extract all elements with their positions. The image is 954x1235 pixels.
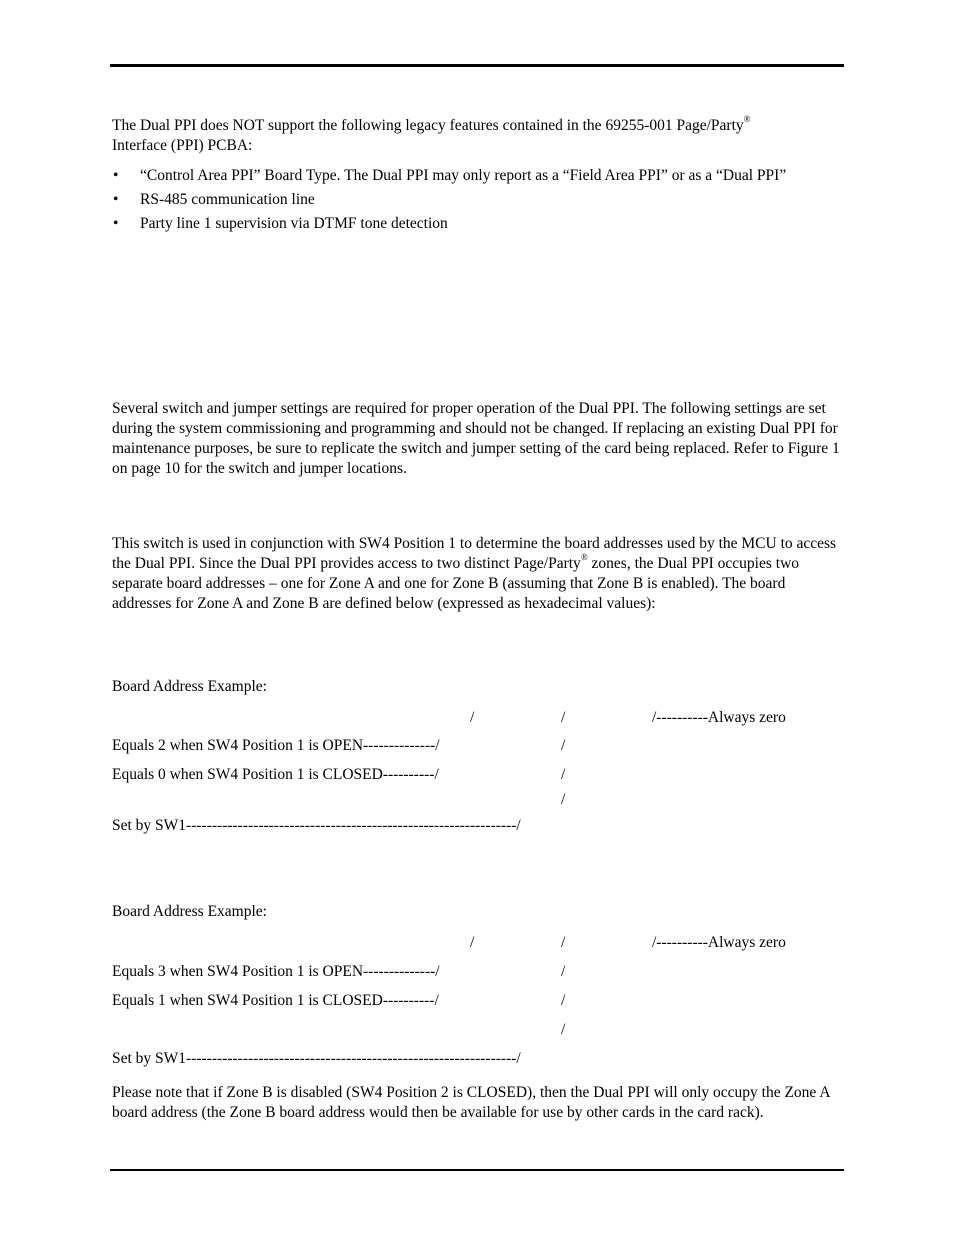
closed-label: Equals 1 when SW4 Position 1 is CLOSED----------/ bbox=[112, 992, 439, 1009]
always-zero-label: /----------Always zero bbox=[652, 934, 786, 951]
sw1-label: Set by SW1----------------------------------------------------------------/ bbox=[112, 1050, 521, 1067]
list-item: • “Control Area PPI” Board Type. The Dual PPI may only report as a “Field Area PPI” or as a “Dual PPI” bbox=[113, 167, 787, 184]
header-rule bbox=[110, 64, 844, 67]
bullet-icon: • bbox=[113, 191, 119, 208]
intro-text: The Dual PPI does NOT support the following legacy features contained in the 69255-001 Page/Party bbox=[112, 117, 744, 134]
zone-a-heading: Board Address Example: bbox=[112, 678, 267, 695]
sw1-label: Set by SW1----------------------------------------------------------------/ bbox=[112, 817, 521, 834]
list-item: • Party line 1 supervision via DTMF tone detection bbox=[113, 215, 448, 232]
zone-b-heading: Board Address Example: bbox=[112, 903, 267, 920]
list-item: • RS-485 communication line bbox=[113, 191, 315, 208]
switch-paragraph: This switch is used in conjunction with SW4 Position 1 to determine the board addresses used by the MCU to access the Dual PPI. Since the Dual PPI provides access to two distinct Page/Party® zones, the Dual PPI occupies two separate board addresses – one for Zone A and one for Zone B (assuming that Zone B is enabled). The board addresses for Zone A and Zone B are defined below (expressed as hexadecimal values): bbox=[112, 535, 837, 612]
settings-paragraph: Several switch and jumper settings are required for proper operation of the Dual PPI. The following settings are set during the system commissioning and programming and should not be changed. If replacing an existing Dual PPI for maintenance purposes, be sure to replicate the switch and jumper setting of the card being replaced. Refer to Figure 1 on page 10 for the switch and jumper locations. bbox=[112, 400, 840, 477]
note-paragraph: Please note that if Zone B is disabled (SW4 Position 2 is CLOSED), then the Dual PPI will only occupy the Zone A board address (the Zone B board address would then be available for use by other cards in the card rack). bbox=[112, 1084, 830, 1121]
closed-label: Equals 0 when SW4 Position 1 is CLOSED----------/ bbox=[112, 766, 439, 783]
open-label: Equals 3 when SW4 Position 1 is OPEN--------------/ bbox=[112, 963, 440, 980]
bullet-icon: • bbox=[113, 215, 119, 232]
registered-mark: ® bbox=[743, 114, 751, 124]
bullet-icon: • bbox=[113, 167, 119, 184]
legacy-feature-list bbox=[112, 166, 840, 238]
intro-paragraph bbox=[112, 116, 840, 156]
registered-mark: ® bbox=[580, 552, 588, 562]
always-zero-label: /----------Always zero bbox=[652, 709, 786, 726]
footer-rule bbox=[110, 1169, 844, 1171]
open-label: Equals 2 when SW4 Position 1 is OPEN--------------/ bbox=[112, 737, 440, 754]
intro-text-end: Interface (PPI) PCBA: bbox=[112, 137, 253, 154]
